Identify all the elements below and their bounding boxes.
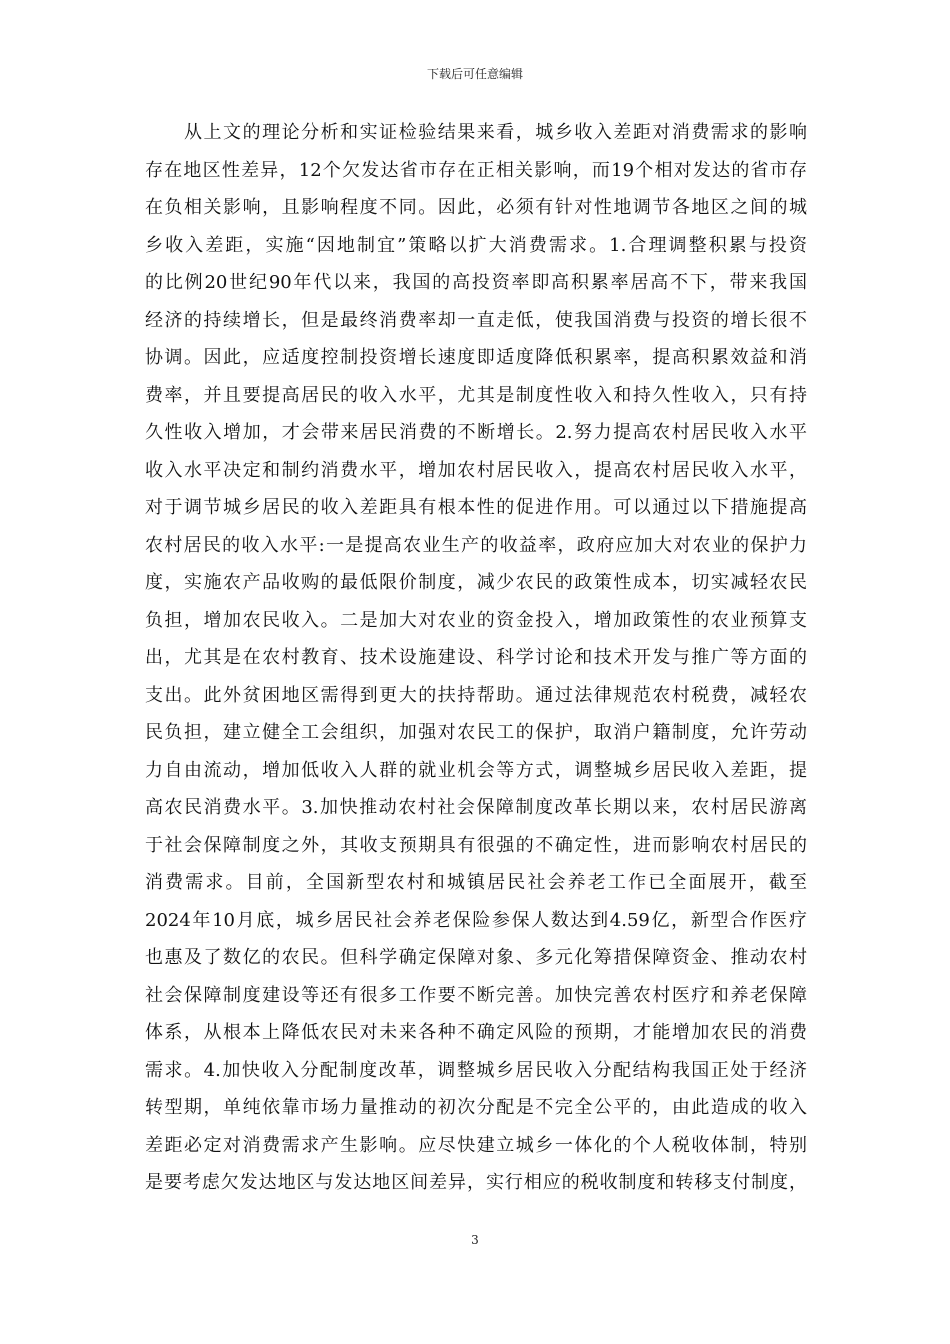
text-line: 高农民消费水平。3.加快推动农村社会保障制度改革长期以来，农村居民游离 (145, 797, 807, 818)
text-line: 需求。4.加快收入分配制度改革，调整城乡居民收入分配结构我国正处于经济 (145, 1059, 807, 1081)
text-line: 对于调节城乡居民的收入差距具有根本性的促进作用。可以通过以下措施提高 (145, 497, 807, 518)
text-line: 存在地区性差异，12个欠发达省市存在正相关影响，而19个相对发达的省市存 (145, 159, 807, 181)
text-line: 2024年10月底，城乡居民社会养老保险参保人数达到4.59亿，新型合作医疗 (145, 909, 807, 931)
text-line: 久性收入增加，才会带来居民消费的不断增长。2.努力提高农村居民收入水平 (145, 422, 807, 443)
text-line: 消费需求。目前，全国新型农村和城镇居民社会养老工作已全面展开，截至 (145, 872, 807, 893)
text-line: 乡收入差距，实施“因地制宜”策略以扩大消费需求。1.合理调整积累与投资 (145, 234, 807, 256)
text-line: 是要考虑欠发达地区与发达地区间差异，实行相应的税收制度和转移支付制度， (145, 1172, 807, 1193)
text-line: 差距必定对消费需求产生影响。应尽快建立城乡一体化的个人税收体制，特别 (145, 1134, 807, 1156)
text-line: 社会保障制度建设等还有很多工作要不断完善。加快完善农村医疗和养老保障 (145, 984, 807, 1006)
text-line: 力自由流动，增加低收入人群的就业机会等方式，调整城乡居民收入差距，提 (145, 759, 807, 781)
text-line: 度，实施农产品收购的最低限价制度，减少农民的政策性成本，切实减轻农民 (145, 572, 807, 593)
body-text (145, 114, 807, 1202)
text-line: 于社会保障制度之外，其收支预期具有很强的不确定性，进而影响农村居民的 (145, 834, 807, 856)
text-line: 在负相关影响，且影响程度不同。因此，必须有针对性地调节各地区之间的城 (145, 197, 807, 218)
text-line: 支出。此外贫困地区需得到更大的扶持帮助。通过法律规范农村税费，减轻农 (145, 684, 807, 706)
text-line: 的比例20世纪90年代以来，我国的高投资率即高积累率居高不下，带来我国 (145, 272, 807, 293)
text-line: 体系，从根本上降低农民对未来各种不确定风险的预期，才能增加农民的消费 (145, 1022, 807, 1043)
page-number: 3 (471, 1233, 479, 1247)
text-line: 也惠及了数亿的农民。但科学确定保障对象、多元化筹措保障资金、推动农村 (145, 947, 807, 968)
text-line: 农村居民的收入水平:一是提高农业生产的收益率，政府应加大对农业的保护力 (145, 534, 807, 556)
text-line: 经济的持续增长，但是最终消费率却一直走低，使我国消费与投资的增长很不 (145, 309, 807, 331)
text-line: 负担，增加农民收入。二是加大对农业的资金投入，增加政策性的农业预算支 (145, 609, 807, 631)
page-header: 下载后可任意编辑 (426, 67, 523, 81)
text-line: 协调。因此，应适度控制投资增长速度即适度降低积累率，提高积累效益和消 (145, 347, 807, 368)
text-line: 出，尤其是在农村教育、技术设施建设、科学讨论和技术开发与推广等方面的 (145, 647, 807, 668)
text-line: 费率，并且要提高居民的收入水平，尤其是制度性收入和持久性收入，只有持 (145, 384, 807, 406)
text-line: 民负担，建立健全工会组织，加强对农民工的保护，取消户籍制度，允许劳动 (145, 722, 807, 743)
text-line: 收入水平决定和制约消费水平，增加农村居民收入，提高农村居民收入水平， (145, 459, 807, 481)
text-line: 从上文的理论分析和实证检验结果来看，城乡收入差距对消费需求的影响 (145, 122, 807, 143)
text-line: 转型期，单纯依靠市场力量推动的初次分配是不完全公平的，由此造成的收入 (145, 1097, 807, 1118)
